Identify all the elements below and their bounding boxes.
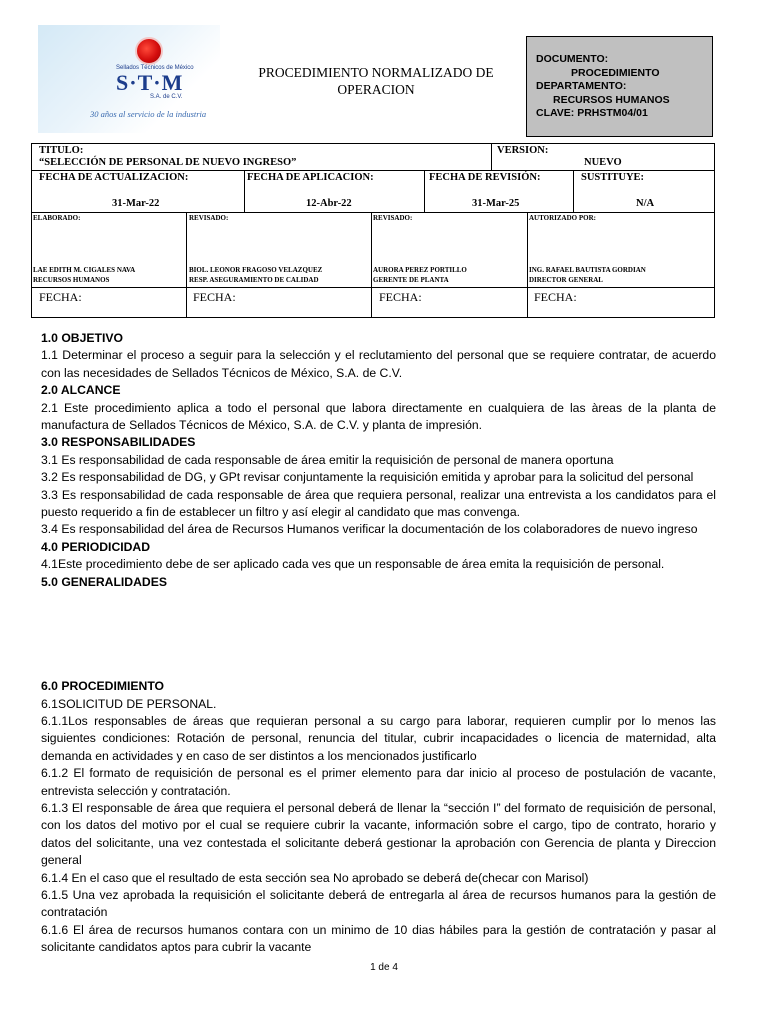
paragraph-6-1-2: 6.1.2 El formato de requisición de personal es el primer elemento para dar inicio al proceso de postulación de vacante, entrevista selección y contratación.: [41, 766, 716, 798]
paragraph-6-1-4: 6.1.4 En el caso que el resultado de esta sección sea No aprobado se deberá de(checar con Marisol): [41, 870, 589, 885]
titulo-label: TITULO:: [39, 145, 84, 156]
departamento-value: RECURSOS HUMANOS: [553, 93, 670, 106]
document-info-table: [31, 143, 715, 318]
elaborado-cell: [32, 213, 187, 288]
fecha-label-2: FECHA:: [193, 290, 236, 304]
paragraph-1-1: 1.1 Determinar el proceso a seguir para la selección y el reclutamiento del personal que se requiere contratar, de acuerdo con las necesidades de Sellados Técnicos de México, S.A. de C.V.: [41, 348, 716, 380]
title-line-1: PROCEDIMIENTO NORMALIZADO DE: [258, 65, 494, 80]
title-line-2: OPERACION: [337, 82, 415, 97]
paragraph-3-2: 3.2 Es responsabilidad de DG, y GPt revisar conjuntamente la requisición emitida y aprobar para la solicitud del personal: [41, 470, 694, 485]
logo-company-line: Sellados Técnicos de México: [116, 65, 194, 71]
revision-label: FECHA DE REVISIÓN:: [429, 172, 541, 183]
aplicacion-cell: [245, 171, 425, 213]
section-4-heading: 4.0 PERIODICIDAD: [41, 539, 151, 554]
fecha-cell-2: [187, 288, 372, 317]
section-3-heading: 3.0 RESPONSABILIDADES: [41, 435, 196, 450]
fecha-cell-3: [372, 288, 528, 317]
revisado-1-label: REVISADO:: [189, 214, 229, 222]
section-2-heading: 2.0 ALCANCE: [41, 383, 121, 398]
paragraph-2-1: 2.1 Este procedimiento aplica a todo el personal que labora directamente en cualquiera de las àreas de la planta de manufactura de Sellados Técnicos de México, S.A. de C.V. y planta de impresión.: [41, 400, 716, 433]
revision-cell: [425, 171, 574, 213]
paragraph-6-1-5: 6.1.5 Una vez aprobada la requisición el solicitante deberá de entregarla al área de recursos humanos para la gestión de contratación: [41, 887, 716, 920]
revisado-2-role: GERENTE DE PLANTA: [373, 276, 449, 284]
paragraph-3-4: 3.4 Es responsabilidad del área de Recursos Humanos verificar la documentación de los colaboradores de nuevo ingreso: [41, 522, 698, 537]
logo-legal-suffix: S.A. de C.V.: [150, 94, 183, 100]
elaborado-label: ELABORADO:: [33, 214, 81, 222]
documento-value: PROCEDIMIENTO: [571, 66, 660, 79]
fecha-cell-1: [32, 288, 187, 317]
revisado-1-role: RESP. ASEGURAMIENTO DE CALIDAD: [189, 276, 319, 284]
elaborado-name: LAE EDITH M. CIGALES NAVA: [33, 266, 136, 274]
revisado-2-label: REVISADO:: [373, 214, 413, 222]
titulo-cell: [32, 144, 492, 171]
autorizado-role: DIRECTOR GENERAL: [529, 276, 603, 284]
sustituye-value: N/A: [636, 198, 655, 209]
documento-label: DOCUMENTO:: [536, 53, 609, 65]
paragraph-6-1-6: 6.1.6 El área de recursos humanos contara con un minimo de 10 dias hábiles para la gestión de contratación y pasar al solicitante candidatos aptos para cubrir la vacante: [41, 922, 716, 955]
elaborado-role: RECURSOS HUMANOS: [33, 276, 110, 284]
version-value: NUEVO: [584, 157, 622, 168]
paragraph-6-1: 6.1SOLICITUD DE PERSONAL.: [41, 696, 217, 711]
revision-value: 31-Mar-25: [472, 198, 520, 209]
logo-emblem-icon: [135, 37, 163, 65]
actualizacion-value: 31-Mar-22: [112, 198, 160, 209]
aplicacion-value: 12-Abr-22: [306, 198, 352, 209]
section-1-heading: 1.0 OBJETIVO: [41, 331, 123, 345]
autorizado-label: AUTORIZADO POR:: [529, 214, 596, 222]
fecha-label-3: FECHA:: [379, 290, 422, 304]
paragraph-3-3: 3.3 Es responsabilidad de cada responsable de área que requiera personal, realizar una entrevista a los candidatos para el puesto requerido a fin de establecer un filtro y así elegir al candidato que mas convenga.: [41, 487, 716, 520]
departamento-label: DEPARTAMENTO:: [536, 80, 627, 92]
logo-mark: S·T·M: [116, 70, 184, 95]
autorizado-name: ING. RAFAEL BAUTISTA GORDIAN: [529, 266, 646, 274]
revisado-2-cell: [372, 213, 528, 288]
revisado-1-cell: [187, 213, 372, 288]
blank-space: [41, 591, 716, 678]
fecha-label-4: FECHA:: [534, 290, 577, 304]
autorizado-cell: [528, 213, 714, 288]
titulo-value: “SELECCIÓN DE PERSONAL DE NUEVO INGRESO”: [39, 157, 297, 168]
paragraph-3-1: 3.1 Es responsabilidad de cada responsable de área emitir la requisición de personal de manera oportuna: [41, 452, 614, 467]
paragraph-6-1-3: 6.1.3 El responsable de área que requiera el personal deberá de llenar la “sección I” del formato de requisición de personal, con los datos del motivo por el cual se requiere cubrir la vacante, información sobre el cargo, tipo de contrato, horario y datos del solicitante, una vez contestada el solicitante deberá gestionar la aprobación con Gerencia de planta y Direccion general: [41, 800, 716, 868]
actualizacion-cell: [32, 171, 245, 213]
paragraph-4-1: 4.1Este procedimiento debe de ser aplicado cada ves que un responsable de área emita la requisición de personal.: [41, 557, 665, 572]
paragraph-6-1-1: 6.1.1Los responsables de áreas que requieran personal a su cargo para laborar, requieren cumplir por lo menos las siguientes condiciones: Rotación de personal, renuncia del titular, cubrir incapacidades o licencia de maternidad, alta demanda en actividades y en caso de ser distintos a los mencionados justificarlo: [41, 713, 716, 763]
actualizacion-label: FECHA DE ACTUALIZACION:: [39, 172, 189, 183]
revisado-2-name: AURORA PEREZ PORTILLO: [373, 266, 467, 274]
document-title: [228, 64, 524, 98]
version-cell: [492, 144, 714, 171]
procedure-body: [41, 330, 716, 957]
version-label: VERSION:: [497, 145, 549, 156]
fecha-label-1: FECHA:: [39, 290, 82, 304]
aplicacion-label: FECHA DE APLICACION:: [247, 172, 374, 183]
section-6-heading: 6.0 PROCEDIMIENTO: [41, 679, 165, 694]
page-number: 1 de 4: [370, 962, 398, 973]
fecha-cell-4: [528, 288, 714, 317]
section-5-heading: 5.0 GENERALIDADES: [41, 574, 167, 589]
logo-tagline: 30 años al servicio de la industria: [90, 109, 207, 119]
sustituye-label: SUSTITUYE:: [581, 172, 645, 183]
clave-value: CLAVE: PRHSTM04/01: [536, 107, 648, 119]
document-info-box: [526, 36, 713, 137]
company-logo: [38, 25, 220, 133]
sustituye-cell: [574, 171, 714, 213]
revisado-1-name: BIOL. LEONOR FRAGOSO VELAZQUEZ: [189, 266, 323, 274]
